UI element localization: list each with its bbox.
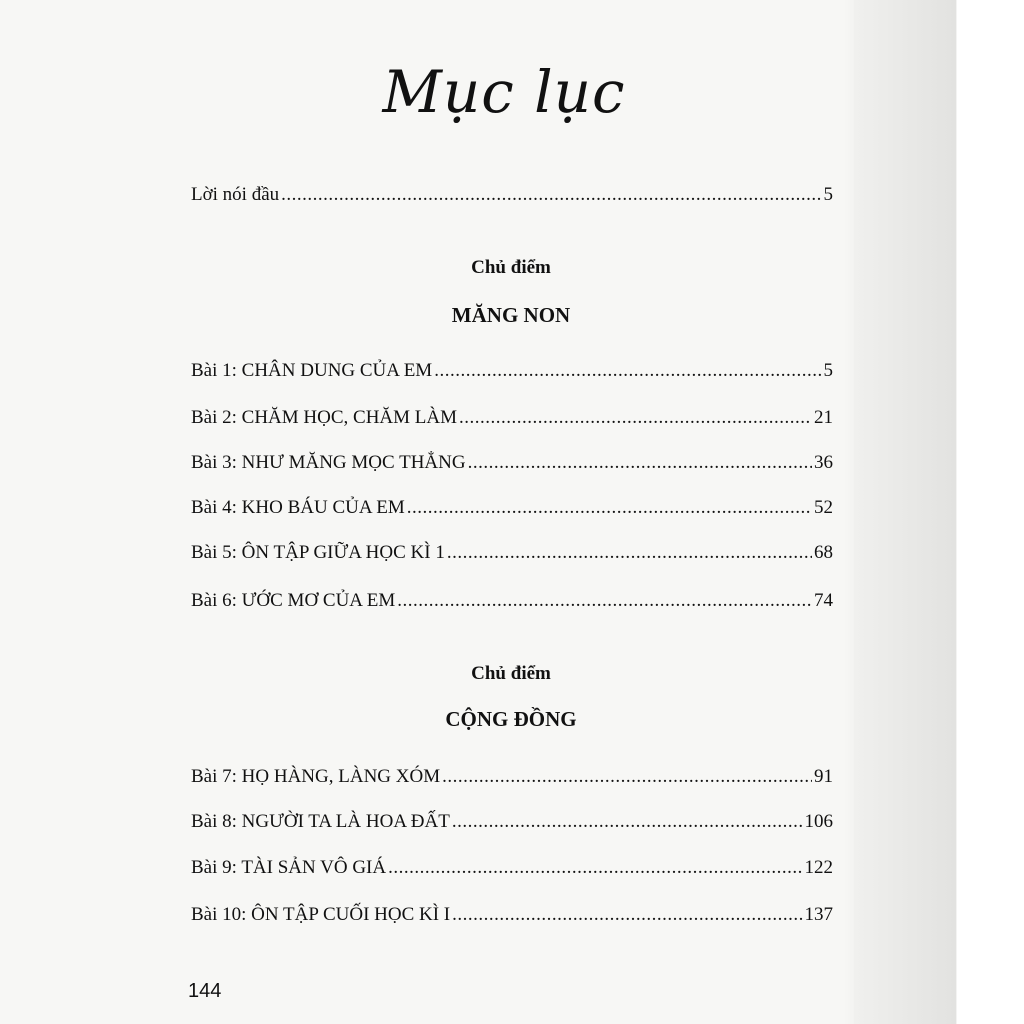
toc-entry-label: Bài 10: ÔN TẬP CUỐI HỌC KÌ I — [191, 904, 451, 925]
toc-entry-page: 122 — [804, 857, 833, 878]
page-title-text: Mục lục — [382, 58, 626, 126]
toc-leader-dots — [452, 904, 802, 926]
page-title — [0, 58, 1016, 126]
toc-entry-page: 137 — [804, 904, 833, 925]
section-heading: Chủ điểm — [471, 257, 551, 278]
toc-entry[interactable] — [191, 407, 833, 429]
toc-entry-label: Bài 1: CHÂN DUNG CỦA EM — [191, 360, 433, 381]
toc-entry-label: Bài 2: CHĂM HỌC, CHĂM LÀM — [191, 407, 458, 428]
toc-entry-label: Bài 4: KHO BÁU CỦA EM — [191, 497, 405, 518]
toc-entry-page: 21 — [814, 407, 833, 428]
toc-entry-page: 5 — [823, 360, 833, 381]
toc-entry[interactable] — [191, 542, 833, 564]
toc-entry[interactable] — [191, 497, 833, 519]
toc-entry[interactable] — [191, 857, 833, 879]
toc-entry[interactable] — [191, 590, 833, 612]
toc-entry-page: 91 — [814, 766, 833, 787]
toc-entry-label: Bài 5: ÔN TẬP GIỮA HỌC KÌ 1 — [191, 542, 445, 563]
toc-entry[interactable] — [191, 766, 833, 788]
toc-entry[interactable] — [191, 904, 833, 926]
toc-entry-label: Bài 3: NHƯ MĂNG MỌC THẲNG — [191, 452, 466, 473]
toc-leader-dots — [434, 360, 821, 382]
toc-leader-dots — [452, 811, 803, 833]
page-edge — [854, 0, 1024, 1024]
section-heading: Chủ điểm — [471, 663, 551, 684]
toc-entry-label: Bài 6: ƯỚC MƠ CỦA EM — [191, 590, 396, 611]
toc-leader-dots — [447, 542, 812, 564]
toc-leader-dots — [388, 857, 802, 879]
toc-leader-dots — [397, 590, 812, 612]
page-number: 144 — [188, 980, 222, 1002]
toc-entry-label: Bài 7: HỌ HÀNG, LÀNG XÓM — [191, 766, 441, 787]
toc-entry-page: 106 — [804, 811, 833, 832]
toc-leader-dots — [459, 407, 812, 429]
toc-entry[interactable] — [191, 452, 833, 474]
toc-entry-page: 5 — [823, 184, 833, 205]
toc-leader-dots — [442, 766, 812, 788]
toc-entry-preface[interactable] — [191, 184, 833, 206]
toc-entry-page: 74 — [814, 590, 833, 611]
toc-leader-dots — [407, 497, 812, 519]
toc-entry-label: Lời nói đầu — [191, 184, 280, 205]
toc-entry-label: Bài 8: NGƯỜI TA LÀ HOA ĐẤT — [191, 811, 450, 832]
toc-leader-dots — [468, 452, 812, 474]
toc-entry[interactable] — [191, 360, 833, 382]
section-name: MĂNG NON — [451, 303, 571, 327]
toc-leader-dots — [281, 184, 821, 206]
toc-entry-page: 36 — [814, 452, 833, 473]
toc-entry-page: 52 — [814, 497, 833, 518]
toc-entry[interactable] — [191, 811, 833, 833]
toc-entry-page: 68 — [814, 542, 833, 563]
toc-entry-label: Bài 9: TÀI SẢN VÔ GIÁ — [191, 857, 387, 878]
section-name: CỘNG ĐỒNG — [445, 707, 577, 731]
